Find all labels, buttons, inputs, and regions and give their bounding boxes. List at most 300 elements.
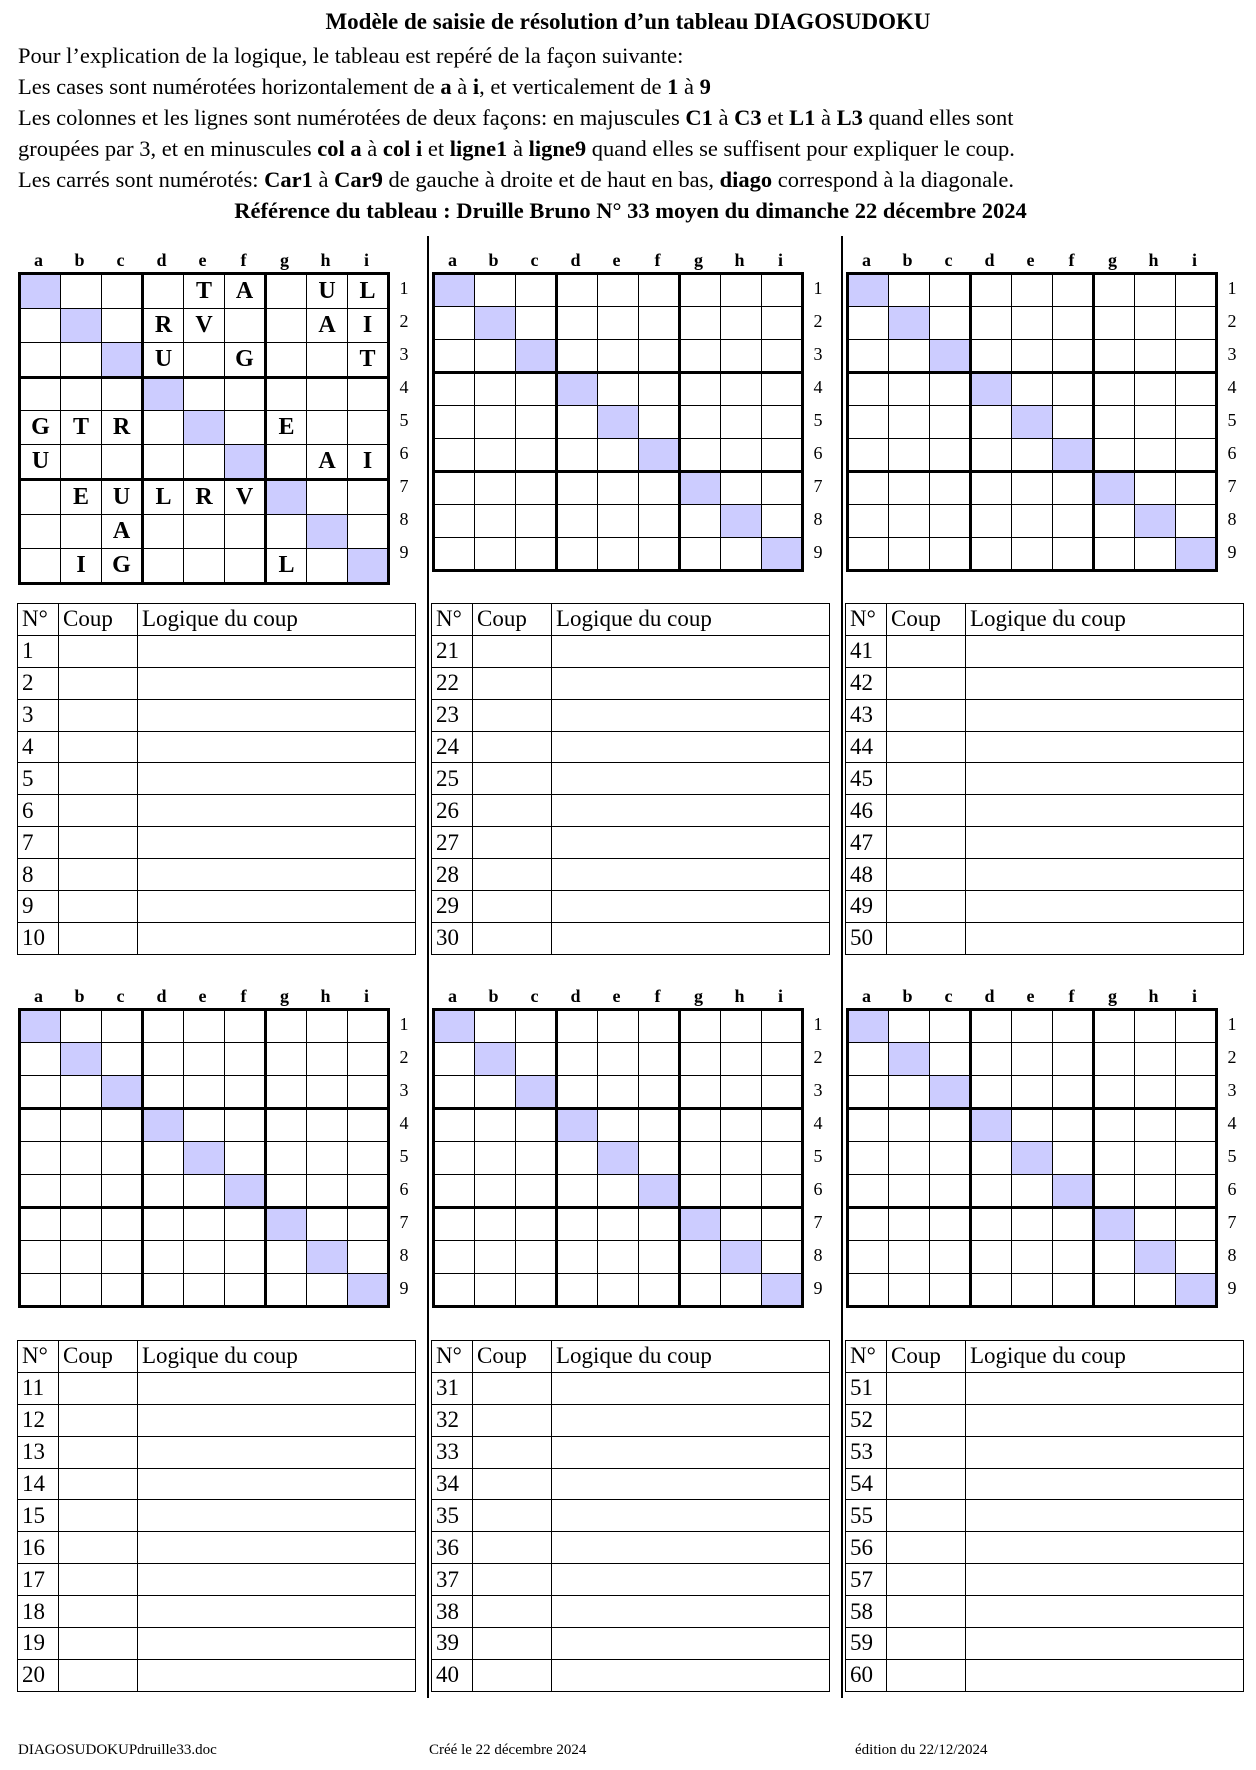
grid-cell[interactable] xyxy=(848,1241,889,1274)
move-cell[interactable] xyxy=(59,763,138,795)
grid-cell[interactable] xyxy=(721,439,762,472)
grid-cell[interactable] xyxy=(266,1109,307,1142)
grid-cell[interactable] xyxy=(557,1241,598,1274)
grid-cell[interactable] xyxy=(848,1142,889,1175)
grid-cell[interactable] xyxy=(475,406,516,439)
grid-cell[interactable] xyxy=(1135,406,1176,439)
grid-cell[interactable]: R xyxy=(102,411,143,445)
grid-cell[interactable] xyxy=(971,1274,1012,1307)
grid-cell[interactable] xyxy=(225,1241,266,1274)
grid-cell[interactable] xyxy=(639,439,680,472)
grid-cell[interactable] xyxy=(434,406,475,439)
move-logic-cell[interactable] xyxy=(138,1404,416,1436)
grid-cell[interactable] xyxy=(102,1241,143,1274)
grid-cell[interactable] xyxy=(889,1109,930,1142)
move-cell[interactable] xyxy=(473,891,552,923)
grid-cell[interactable] xyxy=(1135,1241,1176,1274)
grid-cell[interactable] xyxy=(971,1175,1012,1208)
grid-cell[interactable] xyxy=(1053,1010,1094,1043)
grid-cell[interactable] xyxy=(721,406,762,439)
grid-cell[interactable] xyxy=(348,1142,389,1175)
grid-cell[interactable] xyxy=(1053,1109,1094,1142)
move-logic-cell[interactable] xyxy=(966,1404,1244,1436)
grid-cell[interactable] xyxy=(184,1142,225,1175)
grid-cell[interactable] xyxy=(557,1175,598,1208)
grid-cell[interactable] xyxy=(557,1274,598,1307)
move-logic-cell[interactable] xyxy=(138,699,416,731)
grid-cell[interactable] xyxy=(680,373,721,406)
grid-cell[interactable] xyxy=(348,411,389,445)
grid-cell[interactable] xyxy=(516,1142,557,1175)
grid-cell[interactable] xyxy=(1053,340,1094,373)
grid-cell[interactable]: T xyxy=(61,411,102,445)
grid-cell[interactable] xyxy=(930,1208,971,1241)
grid-cell[interactable] xyxy=(1094,1241,1135,1274)
grid-cell[interactable] xyxy=(721,1274,762,1307)
grid-cell[interactable] xyxy=(762,340,803,373)
move-cell[interactable] xyxy=(59,1532,138,1564)
grid-cell[interactable] xyxy=(971,538,1012,571)
move-cell[interactable] xyxy=(473,827,552,859)
grid-cell[interactable] xyxy=(762,1076,803,1109)
grid-cell[interactable] xyxy=(971,1208,1012,1241)
grid-cell[interactable] xyxy=(598,1241,639,1274)
grid-cell[interactable] xyxy=(930,505,971,538)
grid-cell[interactable] xyxy=(762,538,803,571)
grid-cell[interactable]: I xyxy=(348,445,389,480)
move-cell[interactable] xyxy=(473,1564,552,1596)
grid-cell[interactable] xyxy=(266,1142,307,1175)
grid-cell[interactable] xyxy=(930,1109,971,1142)
grid-cell[interactable] xyxy=(639,1076,680,1109)
grid-cell[interactable] xyxy=(889,1043,930,1076)
grid-cell[interactable] xyxy=(889,1208,930,1241)
grid-cell[interactable] xyxy=(20,1076,61,1109)
grid-cell[interactable] xyxy=(143,445,184,480)
grid-cell[interactable] xyxy=(1053,406,1094,439)
move-logic-cell[interactable] xyxy=(552,891,830,923)
grid-cell[interactable] xyxy=(1012,307,1053,340)
grid-cell[interactable] xyxy=(930,1076,971,1109)
move-logic-cell[interactable] xyxy=(552,763,830,795)
grid-cell[interactable] xyxy=(930,307,971,340)
grid-cell[interactable] xyxy=(266,1175,307,1208)
grid-cell[interactable]: I xyxy=(61,549,102,584)
grid-cell[interactable] xyxy=(1176,340,1217,373)
grid-cell[interactable] xyxy=(184,1076,225,1109)
grid-cell[interactable] xyxy=(516,472,557,505)
move-cell[interactable] xyxy=(887,1659,966,1691)
grid-cell[interactable] xyxy=(516,340,557,373)
grid-cell[interactable] xyxy=(225,1109,266,1142)
grid-cell[interactable] xyxy=(930,1142,971,1175)
grid-cell[interactable] xyxy=(971,406,1012,439)
move-logic-cell[interactable] xyxy=(552,922,830,954)
grid-cell[interactable] xyxy=(639,1241,680,1274)
grid-cell[interactable] xyxy=(1176,307,1217,340)
grid-cell[interactable] xyxy=(1094,1043,1135,1076)
grid-cell[interactable] xyxy=(266,1010,307,1043)
grid-cell[interactable] xyxy=(1012,538,1053,571)
grid-cell[interactable] xyxy=(680,1175,721,1208)
grid-cell[interactable] xyxy=(20,309,61,343)
move-cell[interactable] xyxy=(887,1468,966,1500)
move-cell[interactable] xyxy=(59,1596,138,1628)
move-logic-cell[interactable] xyxy=(138,1436,416,1468)
grid-cell[interactable] xyxy=(307,378,348,411)
grid-cell[interactable] xyxy=(61,309,102,343)
grid-cell[interactable] xyxy=(598,1043,639,1076)
grid-cell[interactable] xyxy=(61,1010,102,1043)
grid-cell[interactable] xyxy=(848,274,889,307)
grid-cell[interactable]: R xyxy=(184,480,225,515)
grid-cell[interactable] xyxy=(1135,340,1176,373)
grid-cell[interactable] xyxy=(930,1043,971,1076)
grid-cell[interactable] xyxy=(307,1142,348,1175)
grid-cell[interactable] xyxy=(516,274,557,307)
grid-cell[interactable] xyxy=(680,439,721,472)
grid-cell[interactable] xyxy=(348,1274,389,1307)
grid-cell[interactable] xyxy=(1094,1142,1135,1175)
grid-cell[interactable] xyxy=(930,1010,971,1043)
grid-cell[interactable] xyxy=(61,343,102,378)
grid-cell[interactable] xyxy=(1053,538,1094,571)
grid-cell[interactable] xyxy=(225,1010,266,1043)
grid-cell[interactable] xyxy=(848,505,889,538)
move-logic-cell[interactable] xyxy=(966,731,1244,763)
grid-cell[interactable]: G xyxy=(225,343,266,378)
grid-cell[interactable] xyxy=(20,1208,61,1241)
grid-cell[interactable] xyxy=(475,472,516,505)
grid-cell[interactable] xyxy=(225,1175,266,1208)
grid-cell[interactable] xyxy=(184,1043,225,1076)
grid-cell[interactable] xyxy=(143,1175,184,1208)
move-cell[interactable] xyxy=(59,1436,138,1468)
move-logic-cell[interactable] xyxy=(552,1372,830,1404)
grid-cell[interactable] xyxy=(307,1043,348,1076)
grid-cell[interactable] xyxy=(1053,472,1094,505)
grid-cell[interactable] xyxy=(889,307,930,340)
grid-cell[interactable] xyxy=(102,274,143,309)
grid-cell[interactable] xyxy=(516,1010,557,1043)
move-cell[interactable] xyxy=(59,1372,138,1404)
move-cell[interactable] xyxy=(59,1404,138,1436)
grid-cell[interactable] xyxy=(848,1208,889,1241)
grid-cell[interactable] xyxy=(680,1010,721,1043)
grid-cell[interactable] xyxy=(1053,307,1094,340)
move-logic-cell[interactable] xyxy=(966,1500,1244,1532)
grid-cell[interactable] xyxy=(1176,1010,1217,1043)
grid-cell[interactable] xyxy=(598,538,639,571)
grid-cell[interactable]: L xyxy=(143,480,184,515)
grid-cell[interactable] xyxy=(680,472,721,505)
grid-cell[interactable] xyxy=(680,1241,721,1274)
move-logic-cell[interactable] xyxy=(552,1436,830,1468)
grid-cell[interactable] xyxy=(971,472,1012,505)
grid-cell[interactable] xyxy=(1094,1208,1135,1241)
grid-cell[interactable] xyxy=(721,373,762,406)
move-logic-cell[interactable] xyxy=(552,699,830,731)
grid-cell[interactable] xyxy=(348,1010,389,1043)
grid-cell[interactable] xyxy=(889,1142,930,1175)
grid-cell[interactable] xyxy=(557,1109,598,1142)
grid-cell[interactable] xyxy=(143,378,184,411)
grid-cell[interactable] xyxy=(557,472,598,505)
grid-cell[interactable] xyxy=(348,549,389,584)
grid-cell[interactable] xyxy=(475,1208,516,1241)
grid-cell[interactable] xyxy=(1012,1142,1053,1175)
grid-cell[interactable] xyxy=(1176,472,1217,505)
grid-cell[interactable] xyxy=(475,1076,516,1109)
grid-cell[interactable] xyxy=(307,1274,348,1307)
grid-cell[interactable] xyxy=(1176,274,1217,307)
grid-cell[interactable] xyxy=(557,1208,598,1241)
move-cell[interactable] xyxy=(59,922,138,954)
grid-cell[interactable] xyxy=(889,406,930,439)
grid-cell[interactable] xyxy=(721,472,762,505)
grid-cell[interactable] xyxy=(184,445,225,480)
grid-cell[interactable] xyxy=(102,1076,143,1109)
grid-cell[interactable] xyxy=(20,480,61,515)
grid-cell[interactable] xyxy=(225,1142,266,1175)
grid-cell[interactable] xyxy=(20,343,61,378)
move-logic-cell[interactable] xyxy=(138,667,416,699)
move-logic-cell[interactable] xyxy=(966,1532,1244,1564)
grid-cell[interactable] xyxy=(143,1142,184,1175)
grid-cell[interactable] xyxy=(348,1175,389,1208)
move-cell[interactable] xyxy=(887,922,966,954)
grid-cell[interactable] xyxy=(930,373,971,406)
grid-cell[interactable] xyxy=(1012,472,1053,505)
grid-cell[interactable] xyxy=(1176,1109,1217,1142)
grid-cell[interactable] xyxy=(557,1010,598,1043)
grid-cell[interactable] xyxy=(1012,1109,1053,1142)
grid-cell[interactable]: U xyxy=(102,480,143,515)
move-cell[interactable] xyxy=(59,1659,138,1691)
grid-cell[interactable] xyxy=(184,1208,225,1241)
grid-cell[interactable] xyxy=(1053,439,1094,472)
grid-cell[interactable] xyxy=(557,1076,598,1109)
grid-cell[interactable] xyxy=(762,1175,803,1208)
move-logic-cell[interactable] xyxy=(138,1596,416,1628)
grid-cell[interactable] xyxy=(721,307,762,340)
move-logic-cell[interactable] xyxy=(552,1468,830,1500)
grid-cell[interactable] xyxy=(639,1142,680,1175)
grid-cell[interactable] xyxy=(1012,340,1053,373)
grid-cell[interactable]: A xyxy=(102,515,143,549)
grid-cell[interactable] xyxy=(1094,1175,1135,1208)
grid-cell[interactable] xyxy=(61,1175,102,1208)
grid-cell[interactable] xyxy=(266,1241,307,1274)
grid-cell[interactable] xyxy=(307,1010,348,1043)
grid-cell[interactable] xyxy=(475,307,516,340)
move-logic-cell[interactable] xyxy=(966,1596,1244,1628)
grid-cell[interactable] xyxy=(1094,406,1135,439)
move-logic-cell[interactable] xyxy=(138,922,416,954)
grid-cell[interactable] xyxy=(348,1241,389,1274)
grid-cell[interactable] xyxy=(639,406,680,439)
grid-cell[interactable] xyxy=(762,505,803,538)
grid-cell[interactable] xyxy=(348,515,389,549)
grid-cell[interactable] xyxy=(1012,1175,1053,1208)
grid-cell[interactable] xyxy=(475,340,516,373)
move-logic-cell[interactable] xyxy=(966,1564,1244,1596)
grid-cell[interactable] xyxy=(889,1010,930,1043)
grid-cell[interactable] xyxy=(1012,274,1053,307)
grid-cell[interactable] xyxy=(680,307,721,340)
grid-cell[interactable] xyxy=(516,1043,557,1076)
grid-cell[interactable] xyxy=(971,274,1012,307)
grid-cell[interactable] xyxy=(516,1076,557,1109)
grid-cell[interactable] xyxy=(143,1109,184,1142)
grid-cell[interactable] xyxy=(1053,373,1094,406)
grid-cell[interactable] xyxy=(557,439,598,472)
move-cell[interactable] xyxy=(887,827,966,859)
grid-cell[interactable] xyxy=(1135,307,1176,340)
grid-cell[interactable] xyxy=(1094,1109,1135,1142)
grid-cell[interactable] xyxy=(1094,1010,1135,1043)
grid-cell[interactable] xyxy=(434,1010,475,1043)
grid-cell[interactable] xyxy=(61,378,102,411)
grid-cell[interactable]: V xyxy=(184,309,225,343)
grid-cell[interactable] xyxy=(307,515,348,549)
grid-cell[interactable] xyxy=(930,406,971,439)
move-logic-cell[interactable] xyxy=(966,1372,1244,1404)
grid-cell[interactable] xyxy=(721,340,762,373)
move-logic-cell[interactable] xyxy=(138,859,416,891)
grid-cell[interactable] xyxy=(516,1274,557,1307)
grid-cell[interactable] xyxy=(971,439,1012,472)
grid-cell[interactable] xyxy=(434,505,475,538)
grid-cell[interactable] xyxy=(225,411,266,445)
grid-cell[interactable] xyxy=(475,1274,516,1307)
move-cell[interactable] xyxy=(473,1532,552,1564)
move-logic-cell[interactable] xyxy=(966,667,1244,699)
grid-cell[interactable] xyxy=(639,340,680,373)
grid-cell[interactable] xyxy=(971,1010,1012,1043)
move-cell[interactable] xyxy=(887,1628,966,1660)
move-cell[interactable] xyxy=(473,731,552,763)
grid-cell[interactable] xyxy=(1135,1175,1176,1208)
grid-cell[interactable] xyxy=(1135,1142,1176,1175)
grid-cell[interactable] xyxy=(184,1274,225,1307)
move-logic-cell[interactable] xyxy=(552,1532,830,1564)
grid-cell[interactable] xyxy=(848,1043,889,1076)
grid-cell[interactable] xyxy=(721,505,762,538)
grid-cell[interactable] xyxy=(434,439,475,472)
grid-cell[interactable] xyxy=(848,373,889,406)
grid-cell[interactable] xyxy=(598,472,639,505)
grid-cell[interactable] xyxy=(184,549,225,584)
grid-cell[interactable] xyxy=(639,274,680,307)
grid-cell[interactable]: U xyxy=(307,274,348,309)
move-cell[interactable] xyxy=(473,1372,552,1404)
grid-cell[interactable] xyxy=(102,1109,143,1142)
grid-cell[interactable] xyxy=(889,274,930,307)
grid-cell[interactable] xyxy=(557,340,598,373)
grid-cell[interactable] xyxy=(889,472,930,505)
grid-cell[interactable] xyxy=(307,1175,348,1208)
grid-cell[interactable] xyxy=(475,1241,516,1274)
grid-cell[interactable] xyxy=(721,1010,762,1043)
grid-cell[interactable]: E xyxy=(266,411,307,445)
grid-cell[interactable] xyxy=(1176,538,1217,571)
move-logic-cell[interactable] xyxy=(138,891,416,923)
move-cell[interactable] xyxy=(473,1404,552,1436)
move-cell[interactable] xyxy=(887,891,966,923)
grid-cell[interactable] xyxy=(143,1274,184,1307)
grid-cell[interactable] xyxy=(598,1142,639,1175)
grid-cell[interactable]: R xyxy=(143,309,184,343)
grid-cell[interactable] xyxy=(680,406,721,439)
grid-cell[interactable] xyxy=(1135,1208,1176,1241)
move-cell[interactable] xyxy=(59,667,138,699)
move-logic-cell[interactable] xyxy=(138,795,416,827)
grid-cell[interactable] xyxy=(680,505,721,538)
grid-cell[interactable] xyxy=(1094,538,1135,571)
grid-cell[interactable] xyxy=(266,1274,307,1307)
grid-cell[interactable] xyxy=(930,1274,971,1307)
grid-cell[interactable] xyxy=(143,515,184,549)
grid-cell[interactable] xyxy=(516,307,557,340)
grid-cell[interactable] xyxy=(61,1274,102,1307)
grid-cell[interactable] xyxy=(434,1241,475,1274)
move-logic-cell[interactable] xyxy=(966,795,1244,827)
grid-cell[interactable] xyxy=(762,472,803,505)
grid-cell[interactable] xyxy=(516,538,557,571)
grid-cell[interactable] xyxy=(557,1043,598,1076)
move-cell[interactable] xyxy=(887,731,966,763)
grid-cell[interactable] xyxy=(889,340,930,373)
move-cell[interactable] xyxy=(887,1500,966,1532)
grid-cell[interactable] xyxy=(475,439,516,472)
grid-cell[interactable] xyxy=(143,1241,184,1274)
grid-cell[interactable] xyxy=(516,439,557,472)
move-logic-cell[interactable] xyxy=(552,1596,830,1628)
move-cell[interactable] xyxy=(473,1596,552,1628)
move-cell[interactable] xyxy=(473,667,552,699)
grid-cell[interactable] xyxy=(143,411,184,445)
grid-cell[interactable] xyxy=(516,1241,557,1274)
grid-cell[interactable] xyxy=(848,472,889,505)
move-cell[interactable] xyxy=(887,763,966,795)
grid-cell[interactable]: G xyxy=(20,411,61,445)
grid-cell[interactable] xyxy=(639,1274,680,1307)
grid-cell[interactable] xyxy=(848,1274,889,1307)
grid-cell[interactable] xyxy=(848,1010,889,1043)
grid-cell[interactable] xyxy=(1176,1175,1217,1208)
grid-cell[interactable] xyxy=(434,307,475,340)
move-logic-cell[interactable] xyxy=(552,795,830,827)
grid-cell[interactable] xyxy=(102,1010,143,1043)
grid-cell[interactable] xyxy=(1012,505,1053,538)
grid-cell[interactable] xyxy=(434,1043,475,1076)
grid-cell[interactable] xyxy=(680,538,721,571)
grid-cell[interactable] xyxy=(307,480,348,515)
grid-cell[interactable] xyxy=(721,1109,762,1142)
move-cell[interactable] xyxy=(59,859,138,891)
grid-cell[interactable] xyxy=(971,1142,1012,1175)
grid-cell[interactable] xyxy=(225,445,266,480)
move-logic-cell[interactable] xyxy=(138,1628,416,1660)
grid-cell[interactable] xyxy=(516,505,557,538)
grid-cell[interactable] xyxy=(1094,439,1135,472)
grid-cell[interactable] xyxy=(639,373,680,406)
grid-cell[interactable] xyxy=(307,1241,348,1274)
grid-cell[interactable] xyxy=(639,1043,680,1076)
grid-cell[interactable] xyxy=(1094,274,1135,307)
grid-cell[interactable] xyxy=(102,1208,143,1241)
